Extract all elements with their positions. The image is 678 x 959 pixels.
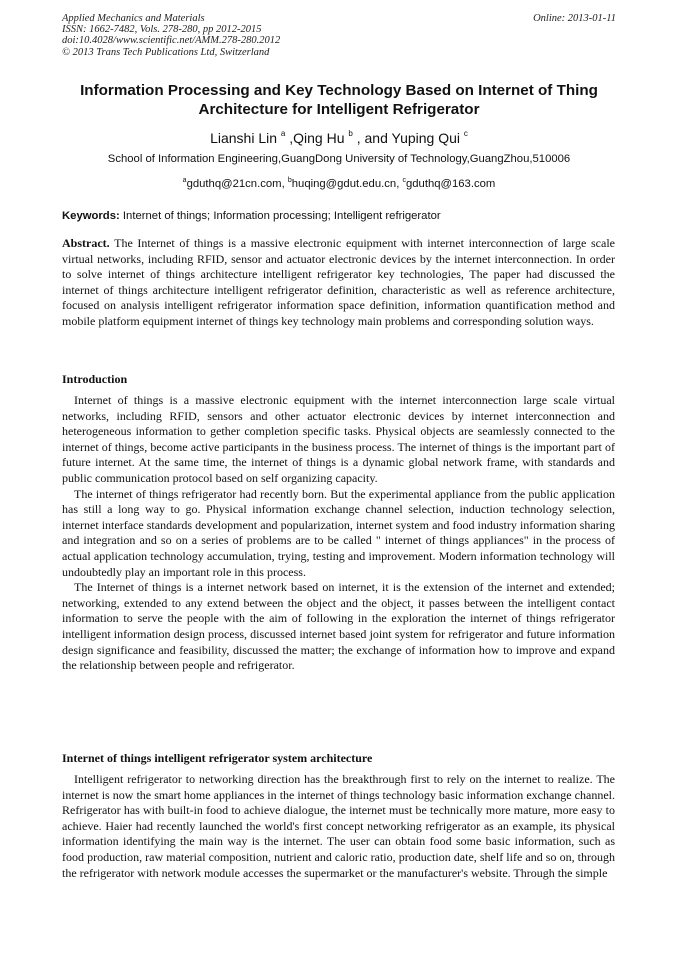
section-body — [62, 772, 615, 881]
abstract — [62, 236, 615, 330]
copyright-line: © 2013 Trans Tech Publications Ltd, Switzerland — [62, 46, 270, 58]
doi-line: doi:10.4028/www.scientific.net/AMM.278-280.2012 — [62, 35, 281, 47]
section-heading: Introduction — [62, 372, 128, 386]
author-sup: b — [348, 129, 353, 138]
author-name: Lianshi Lin — [210, 130, 278, 146]
keywords-text: Internet of things; Information processing; Intelligent refrigerator — [122, 210, 441, 222]
email-link[interactable]: huqing@gdut.edu.cn — [291, 178, 397, 190]
author-sup: c — [463, 129, 468, 138]
author-name: Yuping Qui — [391, 130, 461, 146]
email-sup: b — [287, 177, 292, 184]
online-date: Online: 2013-01-11 — [533, 13, 616, 24]
paragraph: Internet of things is a massive electronic equipment with the internet interconnection large scale virtual networks, including RFID, sensors and other actuator electronic devices by internet interconnection and heterogeneous information to gether completion specific tasks. Physical objects are seamlessly connected to the internet of things, become active participants in the business process. The internet of things is the important part of future internet. At the same time, the internet of things is a dynamic global network frame, with standards and public communication protocol based on self organizing capacity. — [62, 393, 615, 485]
author-name: Qing Hu — [293, 130, 345, 146]
abstract-label: Abstract. — [62, 236, 110, 250]
keywords-label: Keywords: — [62, 210, 120, 222]
section-heading: Internet of things intelligent refrigerator system architecture — [62, 751, 373, 765]
issn-line: ISSN: 1662-7482, Vols. 278-280, pp 2012-2015 — [62, 24, 262, 36]
abstract-text: The Internet of things is a massive electronic equipment with internet interconnection of large scale virtual networks, including RFID, sensor and actuator electronic devices by the internet interconnection. In order to solve internet of things architecture intelligent refrigerator key technologies, The paper had discussed the internet of things architecture intelligent refrigerator definition, characteristic as well as reference architecture, focused on analysis intelligent refrigerator information space definition, information quantification method and mobile platform equipment internet of things key technology main problems and corresponding solution ways. — [62, 236, 615, 328]
email-link[interactable]: gduthq@21cn.com — [186, 178, 282, 190]
email-sup: c — [402, 177, 406, 184]
email-sup: a — [182, 177, 187, 184]
paragraph: The Internet of things is a internet network based on internet, it is the extension of the internet and extended; networking, extended to any extend between the object and the object, it passes between the intelligent contact information to serve the people with the aim of following in the exploration the internet of things refrigerator intelligent information design process, discussed internet based joint system for refrigerator and future information design significance and feasibility, discussed the matter; the exchange of information how to improve and expand the relationship between people and refrigerator. — [62, 580, 615, 673]
keywords — [62, 209, 618, 223]
paragraph: Intelligent refrigerator to networking direction has the breakthrough first to rely on the internet to realize. The internet is now the smart home appliances in the internet of things technology basic information exchange channel. Refrigerator has with built-in food to achieve dialogue, the internet must be technically more mature, more easy to achieve. Haier had recently launched the world's first concept networking refrigerator as an example, its physical information identifying the main way is the internet. The user can obtain food some basic information, such as food production, raw material composition, nutrient and caloric ratio, production date, shelf life and so on, through the refrigerator with network module accesses the supermarket or the manufacturer's website. Through the simple — [62, 772, 615, 880]
affiliation: School of Information Engineering,GuangDong University of Technology,GuangZhou,510006 — [107, 153, 571, 165]
section-body — [62, 393, 615, 674]
email-list: $^a$gduthq@21cn.com, $^b$huqing@gdut.edu.cn, $^c$gduthq@163.com — [182, 177, 496, 190]
email-link[interactable]: gduthq@163.com — [405, 178, 496, 190]
journal-name: Applied Mechanics and Materials — [62, 13, 205, 24]
author-sup: a — [280, 129, 286, 138]
paper-title: Information Processing and Key Technology Based on Internet of Thing Architecture for Intelligent Refrigerator — [80, 82, 598, 118]
author-list: Lianshi Lin $^a$ ,Qing Hu $^b$ , and Yuping Qui $^c$ — [210, 129, 468, 146]
paragraph: The internet of things refrigerator had recently born. But the experimental appliance from the public application has still a long way to go. Physical information exchange channel selection, induction technology selection, internet interface standards development and popularization, internet system and food industry information sharing and integration and so on a series of problems are to be called " internet of things appliances" in the process of actual application technology accumulation, trying, testing and improvement. Modern information technology will undoubtedly play an important role in this process. — [62, 486, 615, 579]
